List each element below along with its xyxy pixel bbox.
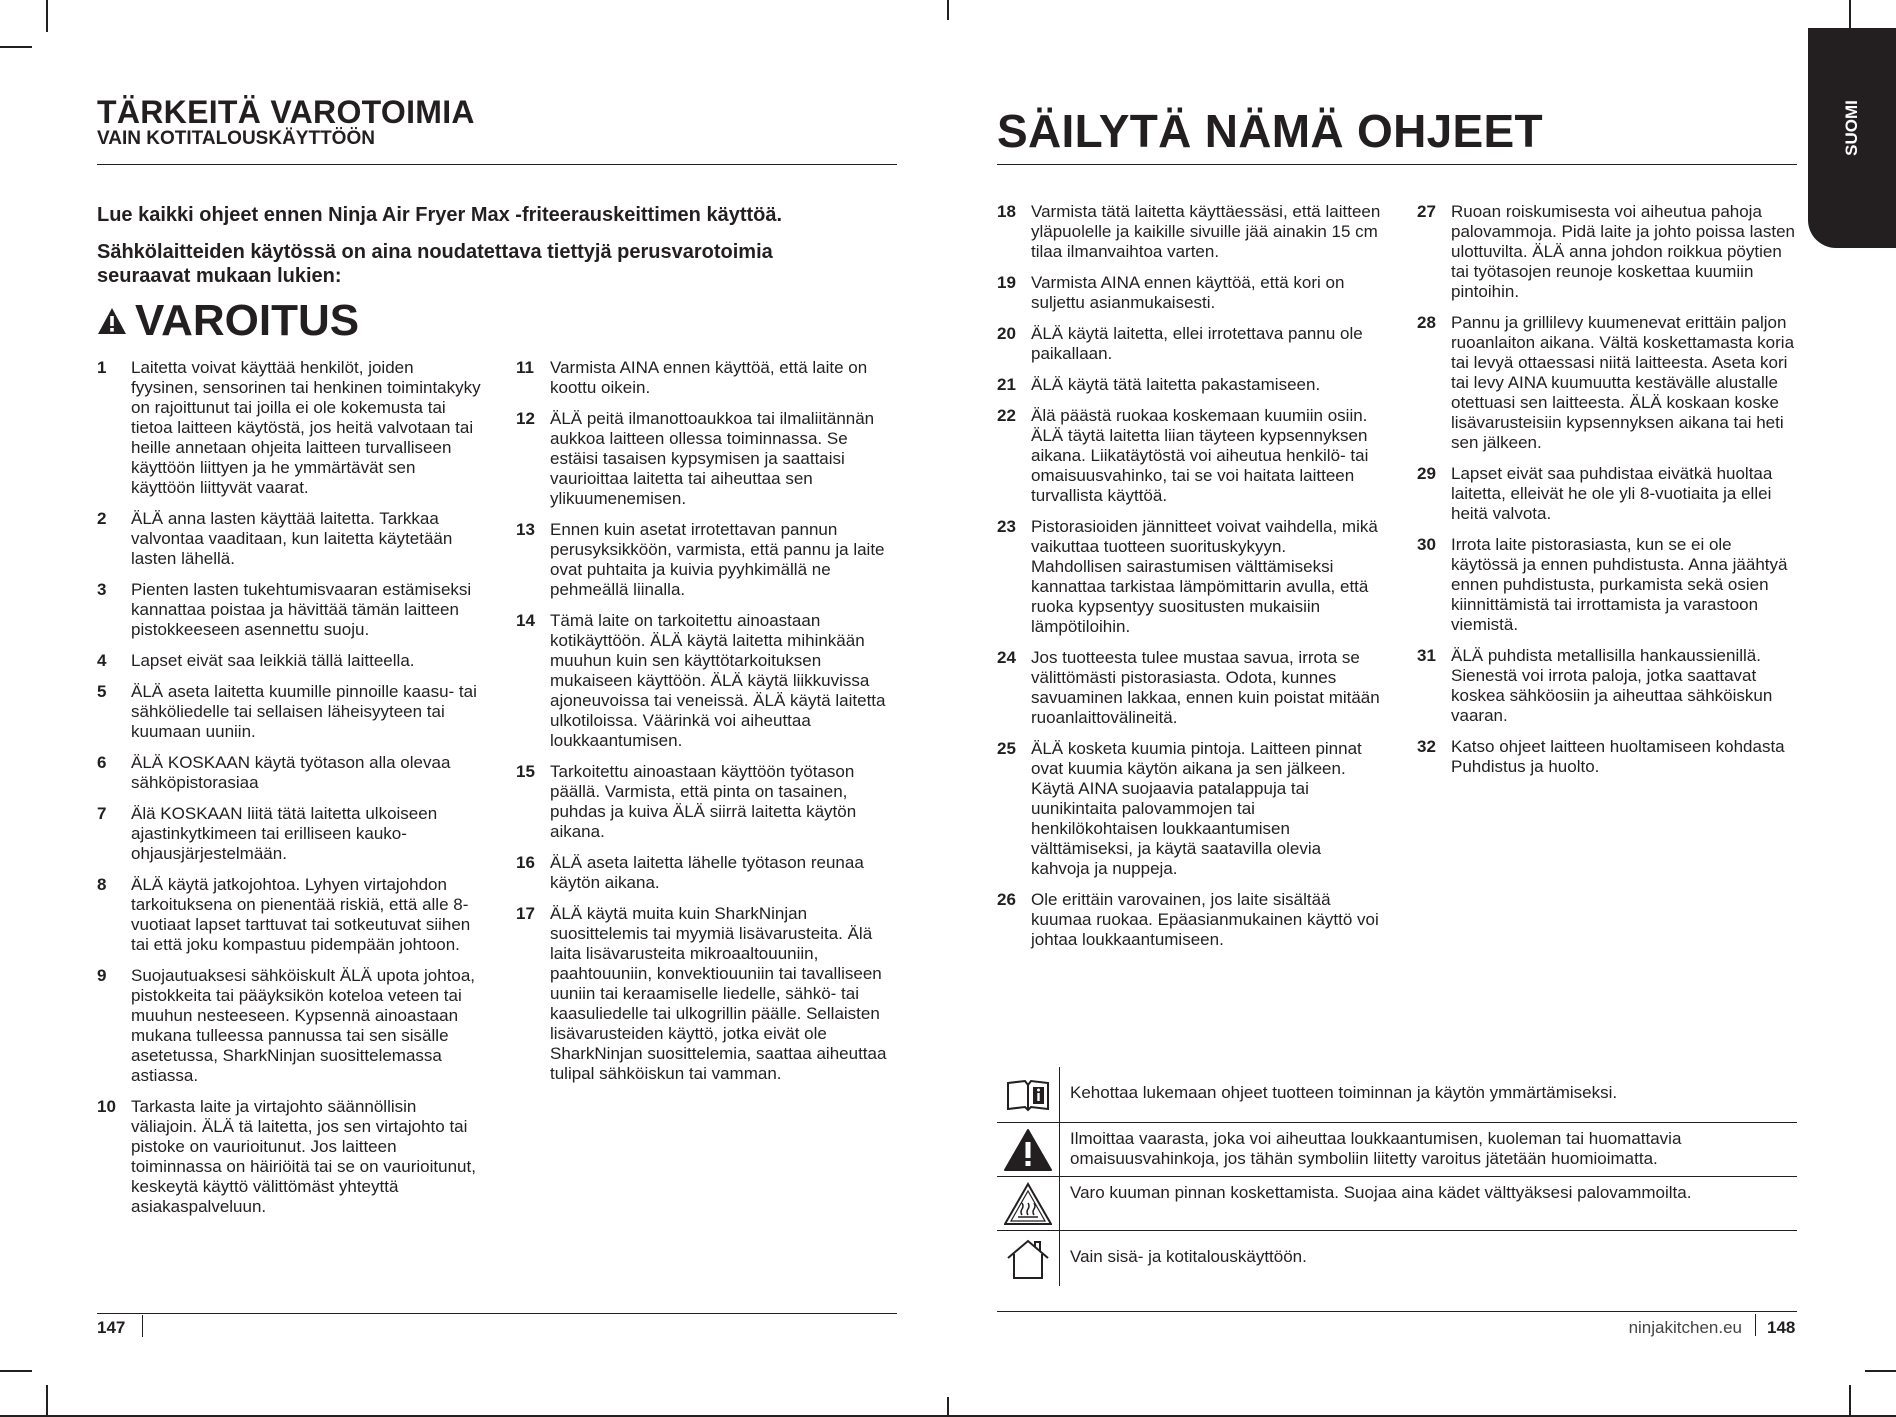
item-text: Ruoan roiskumisesta voi aiheutua pahoja palovammoja. Pidä laite ja johto poissa lasten ulottuvilta. ÄLÄ anna johdon roikkua pöytien tai työtasojen reunoje koskettaa kuumiin pintoihin. [1451,202,1795,301]
item-text: Irrota laite pistorasiasta, kun se ei ole käytössä ja ennen puhdistusta. Anna jäähtyä ennen puhdistusta, purkamista sekä osien kiinnittämistä tai irrottamista ja varastoon viemistä. [1451,535,1788,634]
warning-item [97,682,481,742]
warning-item [516,611,900,751]
item-number: 3 [97,580,107,599]
item-text: Varmista AINA ennen käyttöä, että kori on suljettu asianmukaisesti. [1031,273,1345,312]
item-text: Suojautuaksesi sähköiskult ÄLÄ upota johtoa, pistokkeita tai pääyksikön koteloa veteen tai muuhun nesteeseen. Kypsennä ainoastaan mukana tulleessa pannussa tai sen sisälle asetetussa, SharkNinjan suosittelemassa astiassa. [131,966,476,1085]
item-number: 5 [97,682,107,701]
warning-label: VAROITUS [135,296,360,345]
crop-mark [1849,0,1851,28]
warning-triangle-icon [97,307,127,335]
item-number: 22 [997,406,1016,425]
warning-item [1417,646,1801,726]
crop-mark [0,46,32,48]
warning-item [997,324,1381,364]
item-number: 18 [997,202,1016,221]
item-number: 10 [97,1097,116,1116]
item-number: 12 [516,409,535,428]
crop-mark [46,1385,48,1417]
warning-item [997,375,1381,395]
item-number: 2 [97,509,107,528]
page-number: 148 [1767,1318,1796,1337]
warning-item [97,966,481,1086]
intro-text: Lue kaikki ohjeet ennen Ninja Air Fryer Max -friteerauskeittimen käyttöä. [97,204,783,226]
item-text: Pienten lasten tukehtumisvaaran estämiseksi kannattaa poistaa ja hävittää tämän laitteen pistokkeeseen asennettu suoju. [131,580,472,639]
warning-item [97,753,481,793]
footer-separator [142,1315,143,1337]
item-text: ÄLÄ käytä tätä laitetta pakastamiseen. [1031,375,1321,394]
item-number: 25 [997,739,1016,758]
item-number: 17 [516,904,535,923]
warning-item [97,580,481,640]
warning-item [997,202,1381,262]
warning-item [97,651,481,671]
warning-item [516,904,900,1084]
warning-heading [97,296,359,346]
warning-item [997,273,1381,313]
item-text: Varmista AINA ennen käyttöä, että laite on koottu oikein. [550,358,868,397]
item-text: Tarkoitettu ainoastaan käyttöön työtason päällä. Varmista, että pinta on tasainen, puhdas ja kuiva ÄLÄ siirrä laitetta käytön aikana. [550,762,857,841]
symbol-row [997,1123,1797,1177]
warning-item [1417,535,1801,635]
warning-list-column-3 [997,202,1381,961]
warning-item [997,890,1381,950]
warning-item [1417,464,1801,524]
item-text: Lapset eivät saa puhdistaa eivätkä huoltaa laitetta, elleivät he ole yli 8-vuotiaita ja ellei heitä valvota. [1451,464,1773,523]
page-subtitle: VAIN KOTITALOUSKÄYTTÖÖN [97,128,375,149]
symbol-description: Varo kuuman pinnan koskettamista. Suojaa aina kädet välttyäksesi palovammoilta. [1070,1183,1692,1202]
symbol-description: Kehottaa lukemaan ohjeet tuotteen toiminnan ja käytön ymmärtämiseksi. [1070,1083,1618,1102]
item-number: 13 [516,520,535,539]
item-text: ÄLÄ KOSKAAN käytä työtason alla olevaa sähköpistorasiaa [131,753,451,792]
warning-item [97,804,481,864]
item-text: ÄLÄ käytä laitetta, ellei irrotettava pannu ole paikallaan. [1031,324,1363,363]
language-tab-label: SUOMI [1842,100,1861,156]
warning-item [997,648,1381,728]
symbol-row [997,1177,1797,1231]
item-text: ÄLÄ käytä muita kuin SharkNinjan suosittelemis tai myymiä lisävarusteita. Älä laita lisävarusteita mikroaaltouuniin, paahtouuniin, konvektiouuniin tai tavalliseen uuniin tai keraamiselle liedelle, sähkö- tai kaasuliedelle tai ulkogrillin päälle. Sellaisten lisävarusteiden käyttö, jotka eivät ole SharkNinjan suosittelemia, saattaa aiheuttaa tulipal sähköiskun tai vamman. [550,904,887,1083]
item-text: Katso ohjeet laitteen huoltamiseen kohdasta Puhdistus ja huolto. [1451,737,1785,776]
symbol-legend [997,1067,1797,1286]
item-text: Ole erittäin varovainen, jos laite sisältää kuumaa ruokaa. Epäasianmukainen käyttö voi johtaa loukkaantumiseen. [1031,890,1379,949]
warning-item [1417,202,1801,302]
item-number: 20 [997,324,1016,343]
symbol-description: Vain sisä- ja kotitalouskäyttöön. [1070,1247,1307,1266]
item-number: 1 [97,358,107,377]
item-text: ÄLÄ aseta laitetta lähelle työtason reunaa käytön aikana. [550,853,864,892]
item-text: Pannu ja grillilevy kuumenevat erittäin paljon ruoanlaiton aikana. Vältä koskettamasta koria tai levyä ottaessasi niitä laitteesta. Aseta kori tai levy AINA kuumuutta kestävälle alustalle otettuasi sen laitteesta. ÄLÄ koskaan koske lisävarusteisiin kypsennyksen aikana tai heti sen jälkeen. [1451,313,1795,452]
warning-item [516,853,900,893]
item-number: 28 [1417,313,1436,332]
item-text: ÄLÄ anna lasten käyttää laitetta. Tarkkaa valvontaa vaaditaan, kun laitetta käytetään lasten lähellä. [131,509,453,568]
header-rule [997,164,1797,165]
item-text: ÄLÄ peitä ilmanottoaukkoa tai ilmaliitännän aukkoa laitteen ollessa toiminnassa. Se estäisi tasaisen kypsymisen ja saattaisi vaurioittaa laitetta tai aiheuttaa sen ylikuumenemisen. [550,409,875,508]
item-number: 8 [97,875,107,894]
item-text: ÄLÄ käytä jatkojohtoa. Lyhyen virtajohdon tarkoituksena on pienentää riskiä, että alle 8-vuotiaat lapset tarttuvat tai sotkeutuvat siihen tai että joku kompastuu pidempään johtoon. [131,875,471,954]
symbol-row [997,1231,1797,1286]
item-number: 14 [516,611,535,630]
item-number: 6 [97,753,107,772]
item-text: Pistorasioiden jännitteet voivat vaihdella, mikä vaikuttaa tuotteen suorituskykyyn. Mahdollisen sairastumisen välttämiseksi kannattaa tarkistaa lämpömittarin avulla, että ruoka kypsentyy suositusten mukaisiin lämpötiloihin. [1031,517,1378,636]
item-text: ÄLÄ kosketa kuumia pintoja. Laitteen pinnat ovat kuumia käytön aikana ja sen jälkeen. Käytä AINA suojaavia patalappuja tai uunikintaita palovammojen tai henkilökohtaisen loukkaantumisen välttämiseksi, ja käytä saatavilla olevia kahvoja ja nuppeja. [1031,739,1362,878]
item-text: Tämä laite on tarkoitettu ainoastaan kotikäyttöön. ÄLÄ käytä laitetta mihinkään muuhun kuin sen käyttötarkoituksen mukaiseen käyttöön. ÄLÄ käytä liikkuvissa ajoneuvoissa tai veneissä. ÄLÄ käytä laitetta ulkotiloissa. Väärinkä voi aiheuttaa loukkaantumisen. [550,611,886,750]
warning-item [997,517,1381,637]
warning-item [97,1097,481,1217]
language-tab [1808,28,1896,248]
warning-item [97,509,481,569]
warning-item [1417,737,1801,777]
item-number: 26 [997,890,1016,909]
crop-mark [46,0,48,32]
item-number: 4 [97,651,107,670]
warning-triangle-icon [997,1123,1060,1176]
item-number: 31 [1417,646,1436,665]
warning-list-column-1 [97,358,481,1228]
item-text: Lapset eivät saa leikkiä tällä laitteella. [131,651,415,670]
item-text: ÄLÄ aseta laitetta kuumille pinnoille kaasu- tai sähköliedelle tai sellaisen läheisyyteen tai kuumaan uuniin. [131,682,477,741]
item-number: 19 [997,273,1016,292]
item-text: Varmista tätä laitetta käyttäessäsi, että laitteen yläpuolelle ja kaikille sivuille jää ainakin 15 cm tilaa ilmanvaihtoa varten. [1031,202,1381,261]
warning-item [97,358,481,498]
read-manual-icon [997,1067,1060,1122]
item-text: Laitetta voivat käyttää henkilöt, joiden fyysinen, sensorinen tai henkinen toimintakyky on rajoittunut tai joilla ei ole kokemusta tai tietoa laitteen käytöstä, jos heitä valvotaan tai heille annetaan ohjeita laitteen turvalliseen käyttöön liittyen ja he ymmärtävät sen käyttöön liittyvät vaarat. [131,358,481,497]
warning-list-column-2 [516,358,900,1095]
item-number: 11 [516,358,534,377]
item-number: 24 [997,648,1016,667]
crop-mark [1849,1385,1851,1417]
item-number: 16 [516,853,535,872]
warning-item [997,739,1381,879]
footer-rule [97,1313,897,1314]
item-number: 29 [1417,464,1436,483]
page-number: 147 [97,1318,126,1337]
crop-mark [1865,1370,1896,1372]
symbol-row [997,1067,1797,1123]
house-icon [997,1231,1060,1286]
item-number: 30 [1417,535,1436,554]
item-number: 23 [997,517,1016,536]
warning-item [97,875,481,955]
item-text: Ennen kuin asetat irrotettavan pannun perusyksikköön, varmista, että pannu ja laite ovat puhtaita ja kuivia pyyhkimällä ne pehmeällä liinalla. [550,520,885,599]
item-number: 15 [516,762,535,781]
crop-mark [947,0,949,20]
header-rule [97,164,897,165]
item-text: Tarkasta laite ja virtajohto säännöllisin väliajoin. ÄLÄ tä laitetta, jos sen virtajohto tai pistoke on vaurioitunut. Jos laitteen toiminnassa on häiriöitä tai se on vaurioitunut, keskeytä käyttö välittömäst yhteyttä asiakaspalveluun. [131,1097,476,1216]
item-number: 32 [1417,737,1436,756]
footer-separator [1755,1314,1756,1336]
crop-mark [0,1370,32,1372]
warning-item [516,409,900,509]
item-number: 21 [997,375,1016,394]
warning-item [516,358,900,398]
hot-surface-icon [997,1177,1060,1230]
item-number: 9 [97,966,107,985]
item-text: Älä päästä ruokaa koskemaan kuumiin osiin. ÄLÄ täytä laitetta liian täyteen kypsennyksen aikana. Liikatäytöstä voi aiheutua henkilö- tai omaisuusvahinko, tai se voi haitata laitteen turvallista käyttöä. [1031,406,1369,505]
item-text: Älä KOSKAAN liitä tätä laitetta ulkoiseen ajastinkytkimeen tai erilliseen kauko-ohjausjärjestelmään. [131,804,438,863]
item-number: 7 [97,804,107,823]
item-text: Jos tuotteesta tulee mustaa savua, irrota se välittömästi pistorasiasta. Odota, kunnes savuaminen lakkaa, ennen kuin poistat mitään ruoanlaittovälineitä. [1031,648,1380,727]
warning-item [1417,313,1801,453]
symbol-description: Ilmoittaa vaarasta, joka voi aiheuttaa loukkaantumisen, kuoleman tai huomattavia omaisuusvahinkoja, jos tähän symboliin liitetty varoitus jätetään huomioimatta. [1070,1129,1682,1168]
crop-mark [947,1397,949,1417]
item-number: 27 [1417,202,1436,221]
footer-website: ninjakitchen.eu [1628,1318,1742,1337]
intro-text: Sähkölaitteiden käytössä on aina noudatettava tiettyjä perusvarotoimia seuraavat mukaan lukien: [97,241,773,287]
page-title: SÄILYTÄ NÄMÄ OHJEET [997,105,1543,157]
warning-list-column-4 [1417,202,1801,788]
item-text: ÄLÄ puhdista metallisilla hankaussienillä. Sienestä voi irrota paloja, jotka saattavat koskea sähköosiin ja aiheuttaa sähköiskun vaaran. [1451,646,1773,725]
warning-item [516,762,900,842]
page-title: TÄRKEITÄ VAROTOIMIA [97,94,475,130]
warning-item [516,520,900,600]
footer-rule [997,1311,1797,1312]
warning-item [997,406,1381,506]
